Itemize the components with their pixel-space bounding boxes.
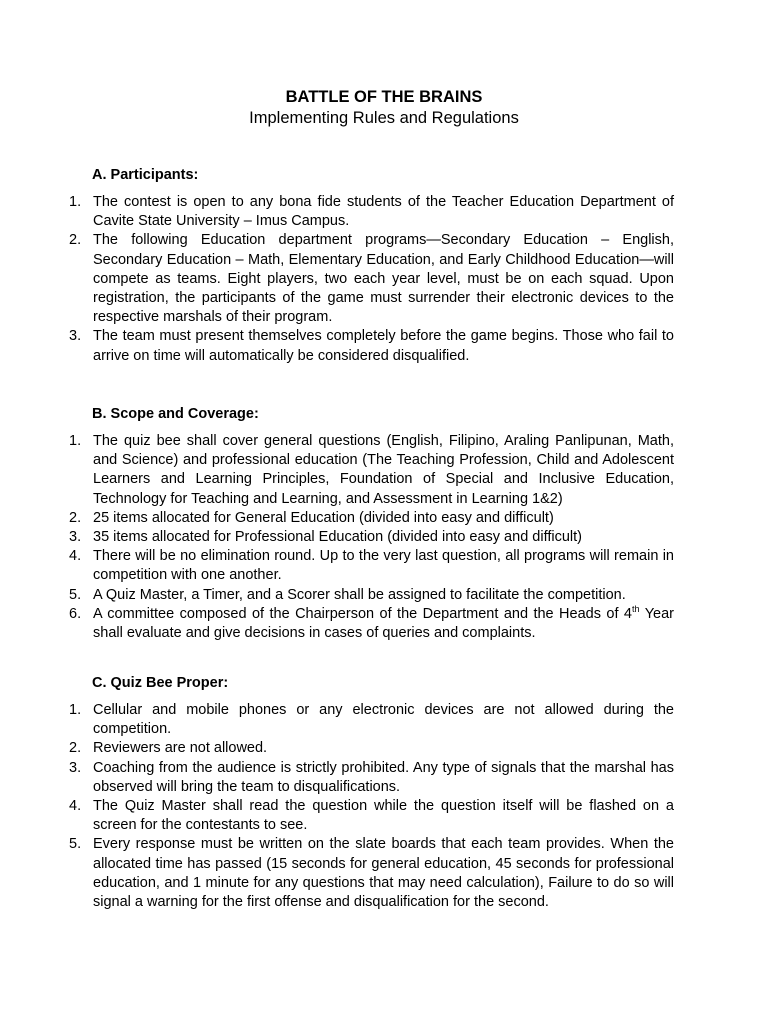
list-item: [0, 605, 674, 643]
item-text: Cellular and mobile phones or any electronic devices are not allowed during the competition.: [93, 702, 674, 738]
quiz-bee-proper-list: [0, 701, 768, 912]
item-text: 35 items allocated for Professional Education (divided into easy and difficult): [93, 529, 582, 546]
item-number: 3.: [69, 759, 82, 776]
item-number: 1.: [69, 702, 82, 718]
item-text: A Quiz Master, a Timer, and a Scorer shall be assigned to facilitate the competition.: [93, 586, 626, 603]
scope-list: [0, 432, 768, 643]
item-text-part: A committee composed of the Chairperson of the Department and the Heads of 4: [93, 605, 632, 622]
ordinal-superscript: th: [632, 604, 640, 614]
list-item: [0, 547, 674, 585]
item-text: [93, 606, 674, 641]
document-subtitle: Implementing Rules and Regulations: [249, 109, 519, 127]
list-item: [0, 528, 674, 547]
item-text-part: Year shall evaluate and give decisions in cases of queries and complaints.: [93, 605, 674, 642]
item-number: 2.: [69, 232, 82, 249]
item-text: There will be no elimination round. Up to the very last question, all programs will remain in competition with one another.: [93, 548, 674, 584]
section-heading-participants: A. Participants:: [92, 167, 199, 183]
item-number: 4.: [69, 548, 82, 565]
list-item: [0, 432, 674, 509]
list-item: [0, 797, 674, 835]
item-text: The Quiz Master shall read the question while the question itself will be flashed on a screen for the contestants to see.: [93, 798, 674, 834]
item-number: 5.: [69, 836, 82, 853]
item-number: 1.: [69, 433, 82, 449]
item-text: The following Education department programs—Secondary Education – English, Secondary Education – Math, Elementary Education, and Early Childhood Education—will compete as teams. Eight players, two each year level, must be on each squad. Upon registration, the participants of the game must surrender their electronic devices to the respective marshals of their program.: [93, 232, 674, 326]
participants-list: [0, 193, 768, 366]
item-text: The quiz bee shall cover general questions (English, Filipino, Araling Panlipunan, Math, and Science) and professional education (The Teaching Profession, Child and Adolescent Learners and Learning Principles, Foundation of Special and Inclusive Education, Technology for Teaching and Learning, and Assessment in Learning 1&2): [93, 433, 674, 507]
list-item: [0, 835, 674, 912]
list-item: [0, 327, 674, 365]
item-number: 4.: [69, 798, 82, 815]
item-number: 5.: [69, 586, 82, 603]
item-number: 2.: [69, 740, 82, 757]
item-number: 2.: [69, 509, 82, 526]
item-text: 25 items allocated for General Education (divided into easy and difficult): [93, 509, 554, 526]
item-text: The team must present themselves completely before the game begins. Those who fail to arrive on time will automatically be considered disqualified.: [93, 328, 674, 364]
item-text: Every response must be written on the slate boards that each team provides. When the allocated time has passed (15 seconds for general education, 45 seconds for professional education, and 1 minute for any questions that may need calculation), Failure to do so will signal a warning for the first offense and disqualification for the second.: [93, 836, 674, 911]
section-heading-quiz-bee-proper: C. Quiz Bee Proper:: [92, 675, 229, 691]
list-item: [0, 193, 674, 231]
section-heading-scope: B. Scope and Coverage:: [92, 406, 259, 422]
list-item: [0, 231, 674, 327]
item-number: 3.: [69, 328, 82, 345]
list-item: [0, 586, 674, 605]
item-text: Reviewers are not allowed.: [93, 740, 268, 757]
item-number: 3.: [69, 529, 82, 546]
list-item: [0, 759, 674, 797]
item-text: The contest is open to any bona fide students of the Teacher Education Department of Cavite State University – Imus Campus.: [93, 194, 674, 230]
list-item: [0, 509, 674, 528]
item-number: 1.: [69, 194, 82, 210]
document-title: BATTLE OF THE BRAINS: [285, 88, 483, 106]
item-number: 6.: [69, 605, 82, 622]
list-item: [0, 739, 674, 758]
list-item: [0, 701, 674, 739]
item-text: Coaching from the audience is strictly prohibited. Any type of signals that the marshal has observed will bring the team to disqualifications.: [93, 759, 674, 795]
